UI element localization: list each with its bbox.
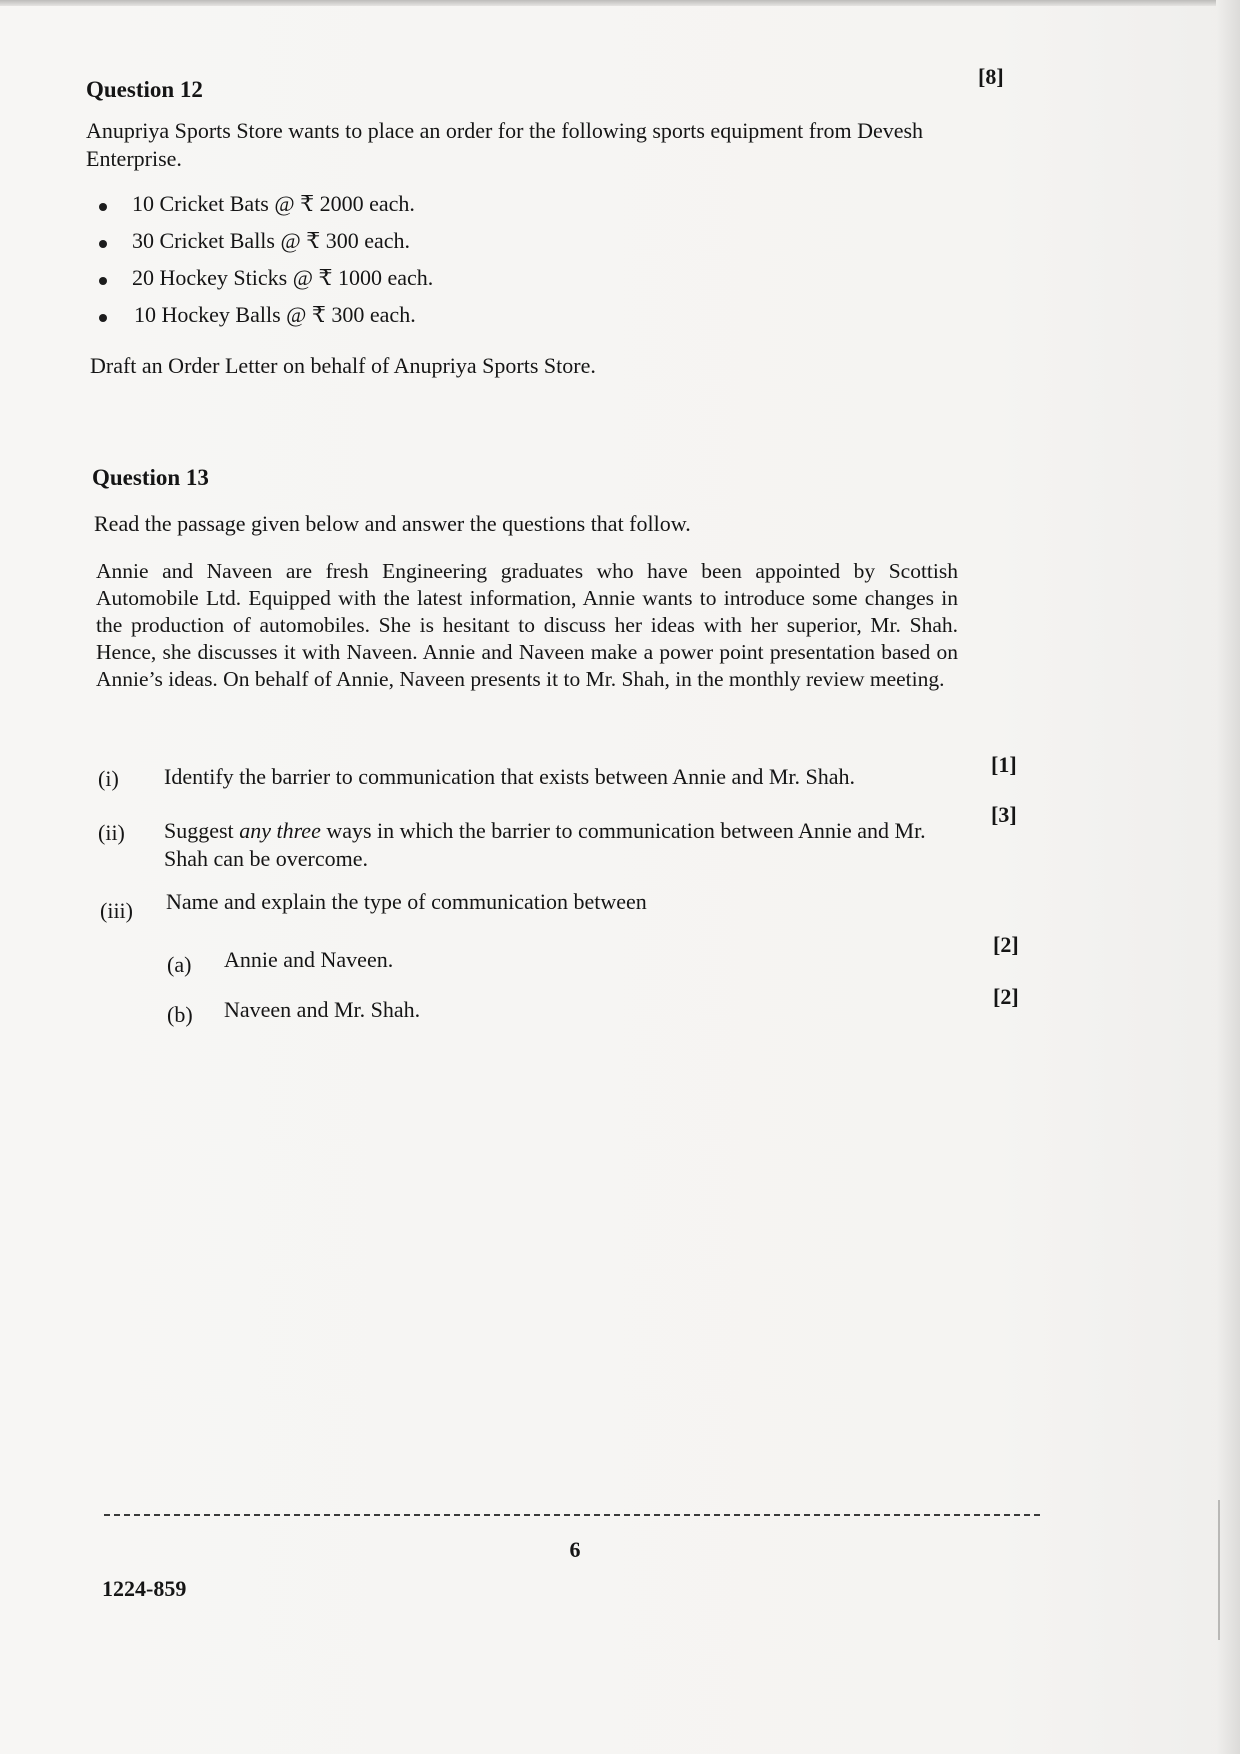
part-ii-text-end: ways in which the barrier to communication between Annie and Mr. Shah can be overcome. [164,818,926,871]
order-item: 30 Cricket Balls @ ₹ 300 each. [132,228,411,253]
bullet-icon [99,314,107,322]
bullet-icon [99,277,107,285]
bullet-icon [99,240,107,248]
subpart-a-text: Annie and Naveen. [224,947,394,972]
order-item: 10 Cricket Bats @ ₹ 2000 each. [132,191,415,216]
question-12-marks: [8] [978,64,1004,89]
bullet-icon [99,203,107,211]
footer-divider [104,1514,1040,1516]
question-12-task: Draft an Order Letter on behalf of Anupriya Sports Store. [90,353,596,378]
part-number: (i) [98,766,119,791]
part-number: (iii) [100,898,133,923]
part-ii-emphasis: any three [239,818,321,843]
question-13-instruction: Read the passage given below and answer the questions that follow. [94,511,691,536]
subpart-a-marks: [2] [993,932,1019,957]
page-number: 6 [569,1537,581,1562]
question-12-intro: Anupriya Sports Store wants to place an order for the following sports equipment from Devesh Enterprise. [86,118,924,171]
subpart-number: (b) [167,1002,193,1027]
subpart-number: (a) [167,952,192,977]
subpart-b-text: Naveen and Mr. Shah. [224,997,421,1022]
question-12-title: Question 12 [86,77,203,102]
question-13-title: Question 13 [92,465,209,490]
part-number: (ii) [98,820,125,845]
part-i-text: Identify the barrier to communication that exists between Annie and Mr. Shah. [164,764,855,789]
subpart-b-marks: [2] [993,984,1019,1009]
part-i-marks: [1] [991,752,1017,777]
part-ii-marks: [3] [991,802,1017,827]
scan-right-edge [1216,0,1240,1754]
part-ii-text-start: Suggest [164,818,240,843]
question-13-passage: Annie and Naveen are fresh Engineering graduates who have been appointed by Scottish Automobile Ltd. Equipped with the latest information, Annie wants to introduce some changes in the production of automobiles. She is hesitant to discuss her ideas with her superior, Mr. Shah. Hence, she discusses it with Naveen. Annie and Naveen make a power point presentation based on Annie’s ideas. On behalf of Annie, Naveen presents it to Mr. Shah, in the monthly review meeting. [96,559,958,691]
scan-top-edge [0,0,1240,6]
part-ii-text [164,817,972,873]
order-item: 10 Hockey Balls @ ₹ 300 each. [134,302,416,327]
paper-code: 1224-859 [102,1576,187,1601]
order-item: 20 Hockey Sticks @ ₹ 1000 each. [132,265,434,290]
scan-margin-line [1218,1500,1220,1640]
part-iii-text: Name and explain the type of communication between [166,889,647,914]
